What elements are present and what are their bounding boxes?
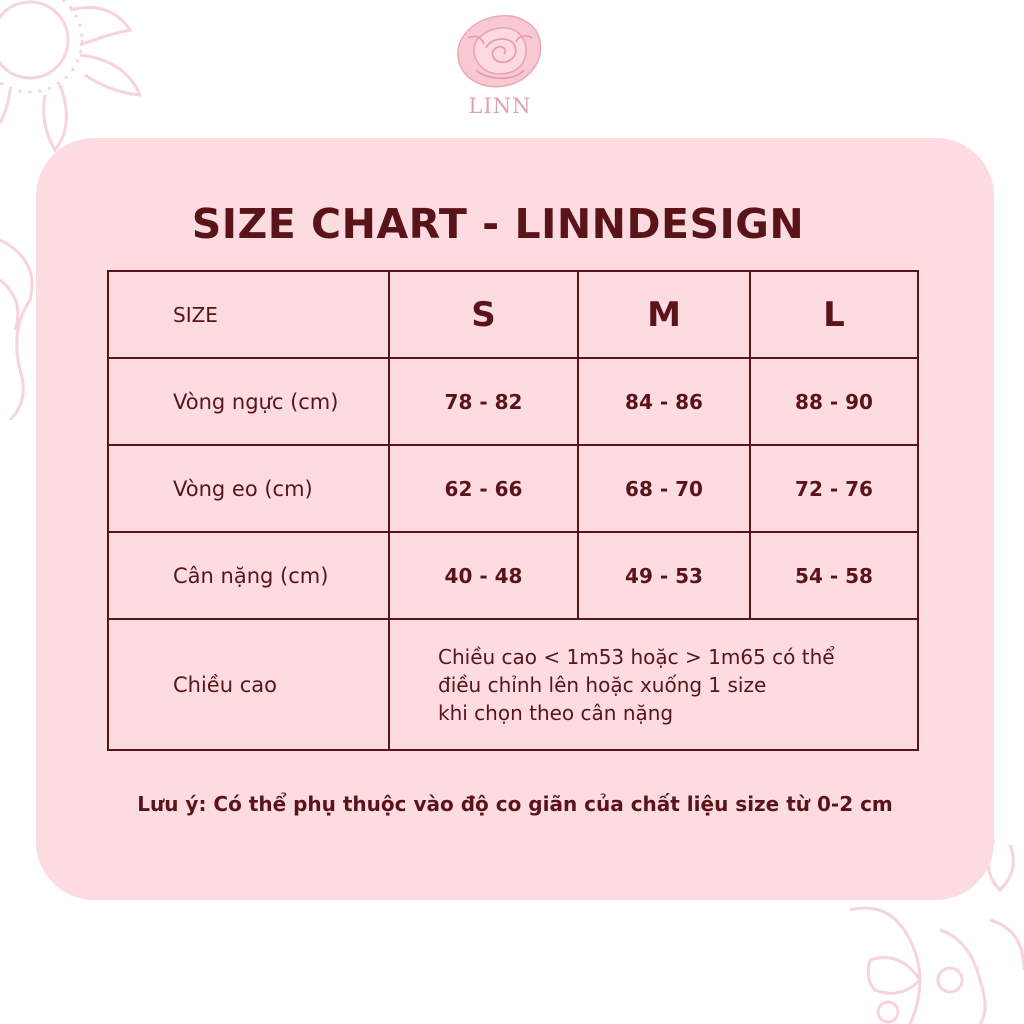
table-header-row [108,271,918,358]
cell-waist-l: 72 - 76 [750,445,918,532]
cell-weight-m: 49 - 53 [578,532,750,619]
header-size-label: SIZE [108,271,389,358]
size-table [107,270,919,751]
header-size-l: L [750,271,918,358]
page-title: SIZE CHART - LINNDESIGN [191,200,805,248]
cell-chest-s: 78 - 82 [389,358,578,445]
cell-chest-m: 84 - 86 [578,358,750,445]
height-note-line: điều chỉnh lên hoặc xuống 1 size [438,672,767,697]
cell-weight-s: 40 - 48 [389,532,578,619]
row-label-waist: Vòng eo (cm) [108,445,389,532]
cell-weight-l: 54 - 58 [750,532,918,619]
table-row [108,532,918,619]
footnote: Lưu ý: Có thể phụ thuộc vào độ co giãn của chất liệu size từ 0-2 cm [137,792,893,816]
height-note-line: Chiều cao < 1m53 hoặc > 1m65 có thể [438,644,835,669]
cell-waist-m: 68 - 70 [578,445,750,532]
table-row [108,445,918,532]
cell-waist-s: 62 - 66 [389,445,578,532]
rose-icon [446,8,554,94]
brand-logo [446,8,554,124]
table-row [108,358,918,445]
height-note-line: khi chọn theo cân nặng [438,700,674,725]
cell-chest-l: 88 - 90 [750,358,918,445]
row-label-weight: Cân nặng (cm) [108,532,389,619]
header-size-m: M [578,271,750,358]
height-note [389,619,918,750]
logo-text: LINN [468,94,532,118]
row-label-height: Chiều cao [108,619,389,750]
row-label-chest: Vòng ngực (cm) [108,358,389,445]
header-size-s: S [389,271,578,358]
table-row-height [108,619,918,750]
